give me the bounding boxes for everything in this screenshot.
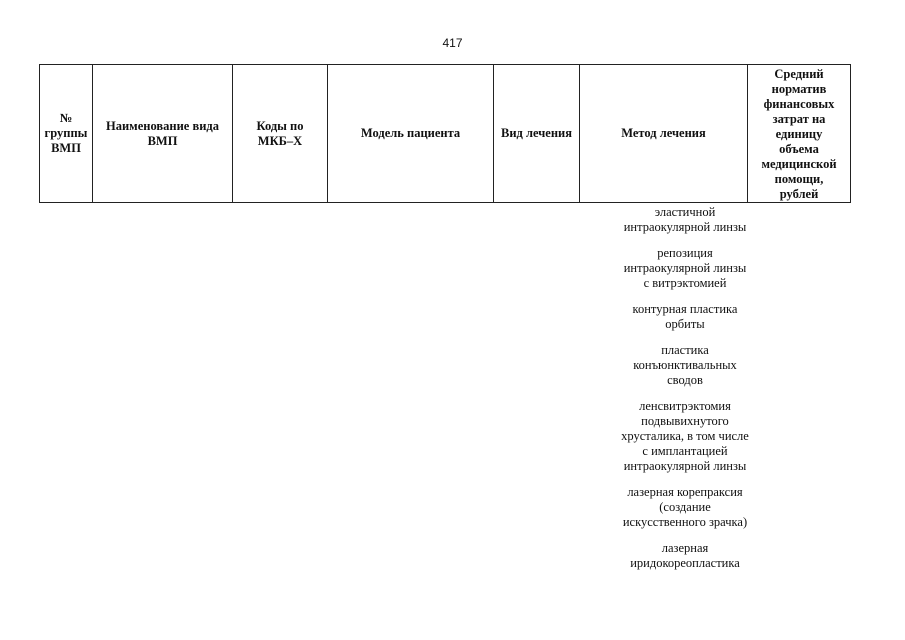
method-item: лазерная иридокореопластика — [630, 541, 740, 570]
method-item: лазерная корепраксия (создание искусственного зрачка) — [622, 485, 748, 529]
header-row — [40, 65, 851, 203]
header-table — [39, 64, 851, 203]
header-treatment-type: Вид лечения — [494, 65, 580, 203]
header-patient-model: Модель пациента — [328, 65, 494, 203]
header-avg-cost: Средний норматив финансовых затрат на единицу объема медицинской помощи, рублей — [748, 65, 851, 203]
method-item: ленсвитрэктомия подвывихнутого хрусталика, в том числе с имплантацией интраокулярной линзы — [621, 399, 749, 473]
method-item: репозиция интраокулярной линзы с витрэктомией — [623, 246, 747, 290]
header-treatment-method: Метод лечения — [580, 65, 748, 203]
header-vmp-name: Наименование вида ВМП — [93, 65, 233, 203]
treatment-method-list — [580, 205, 790, 582]
method-item: эластичной интраокулярной линзы — [623, 205, 747, 234]
header-icd-codes: Коды по МКБ–Х — [233, 65, 328, 203]
page-number: 417 — [442, 36, 463, 50]
method-item: контурная пластика орбиты — [632, 302, 738, 331]
method-item: пластика конъюнктивальных сводов — [633, 343, 737, 387]
header-group-number: № группы ВМП — [40, 65, 93, 203]
